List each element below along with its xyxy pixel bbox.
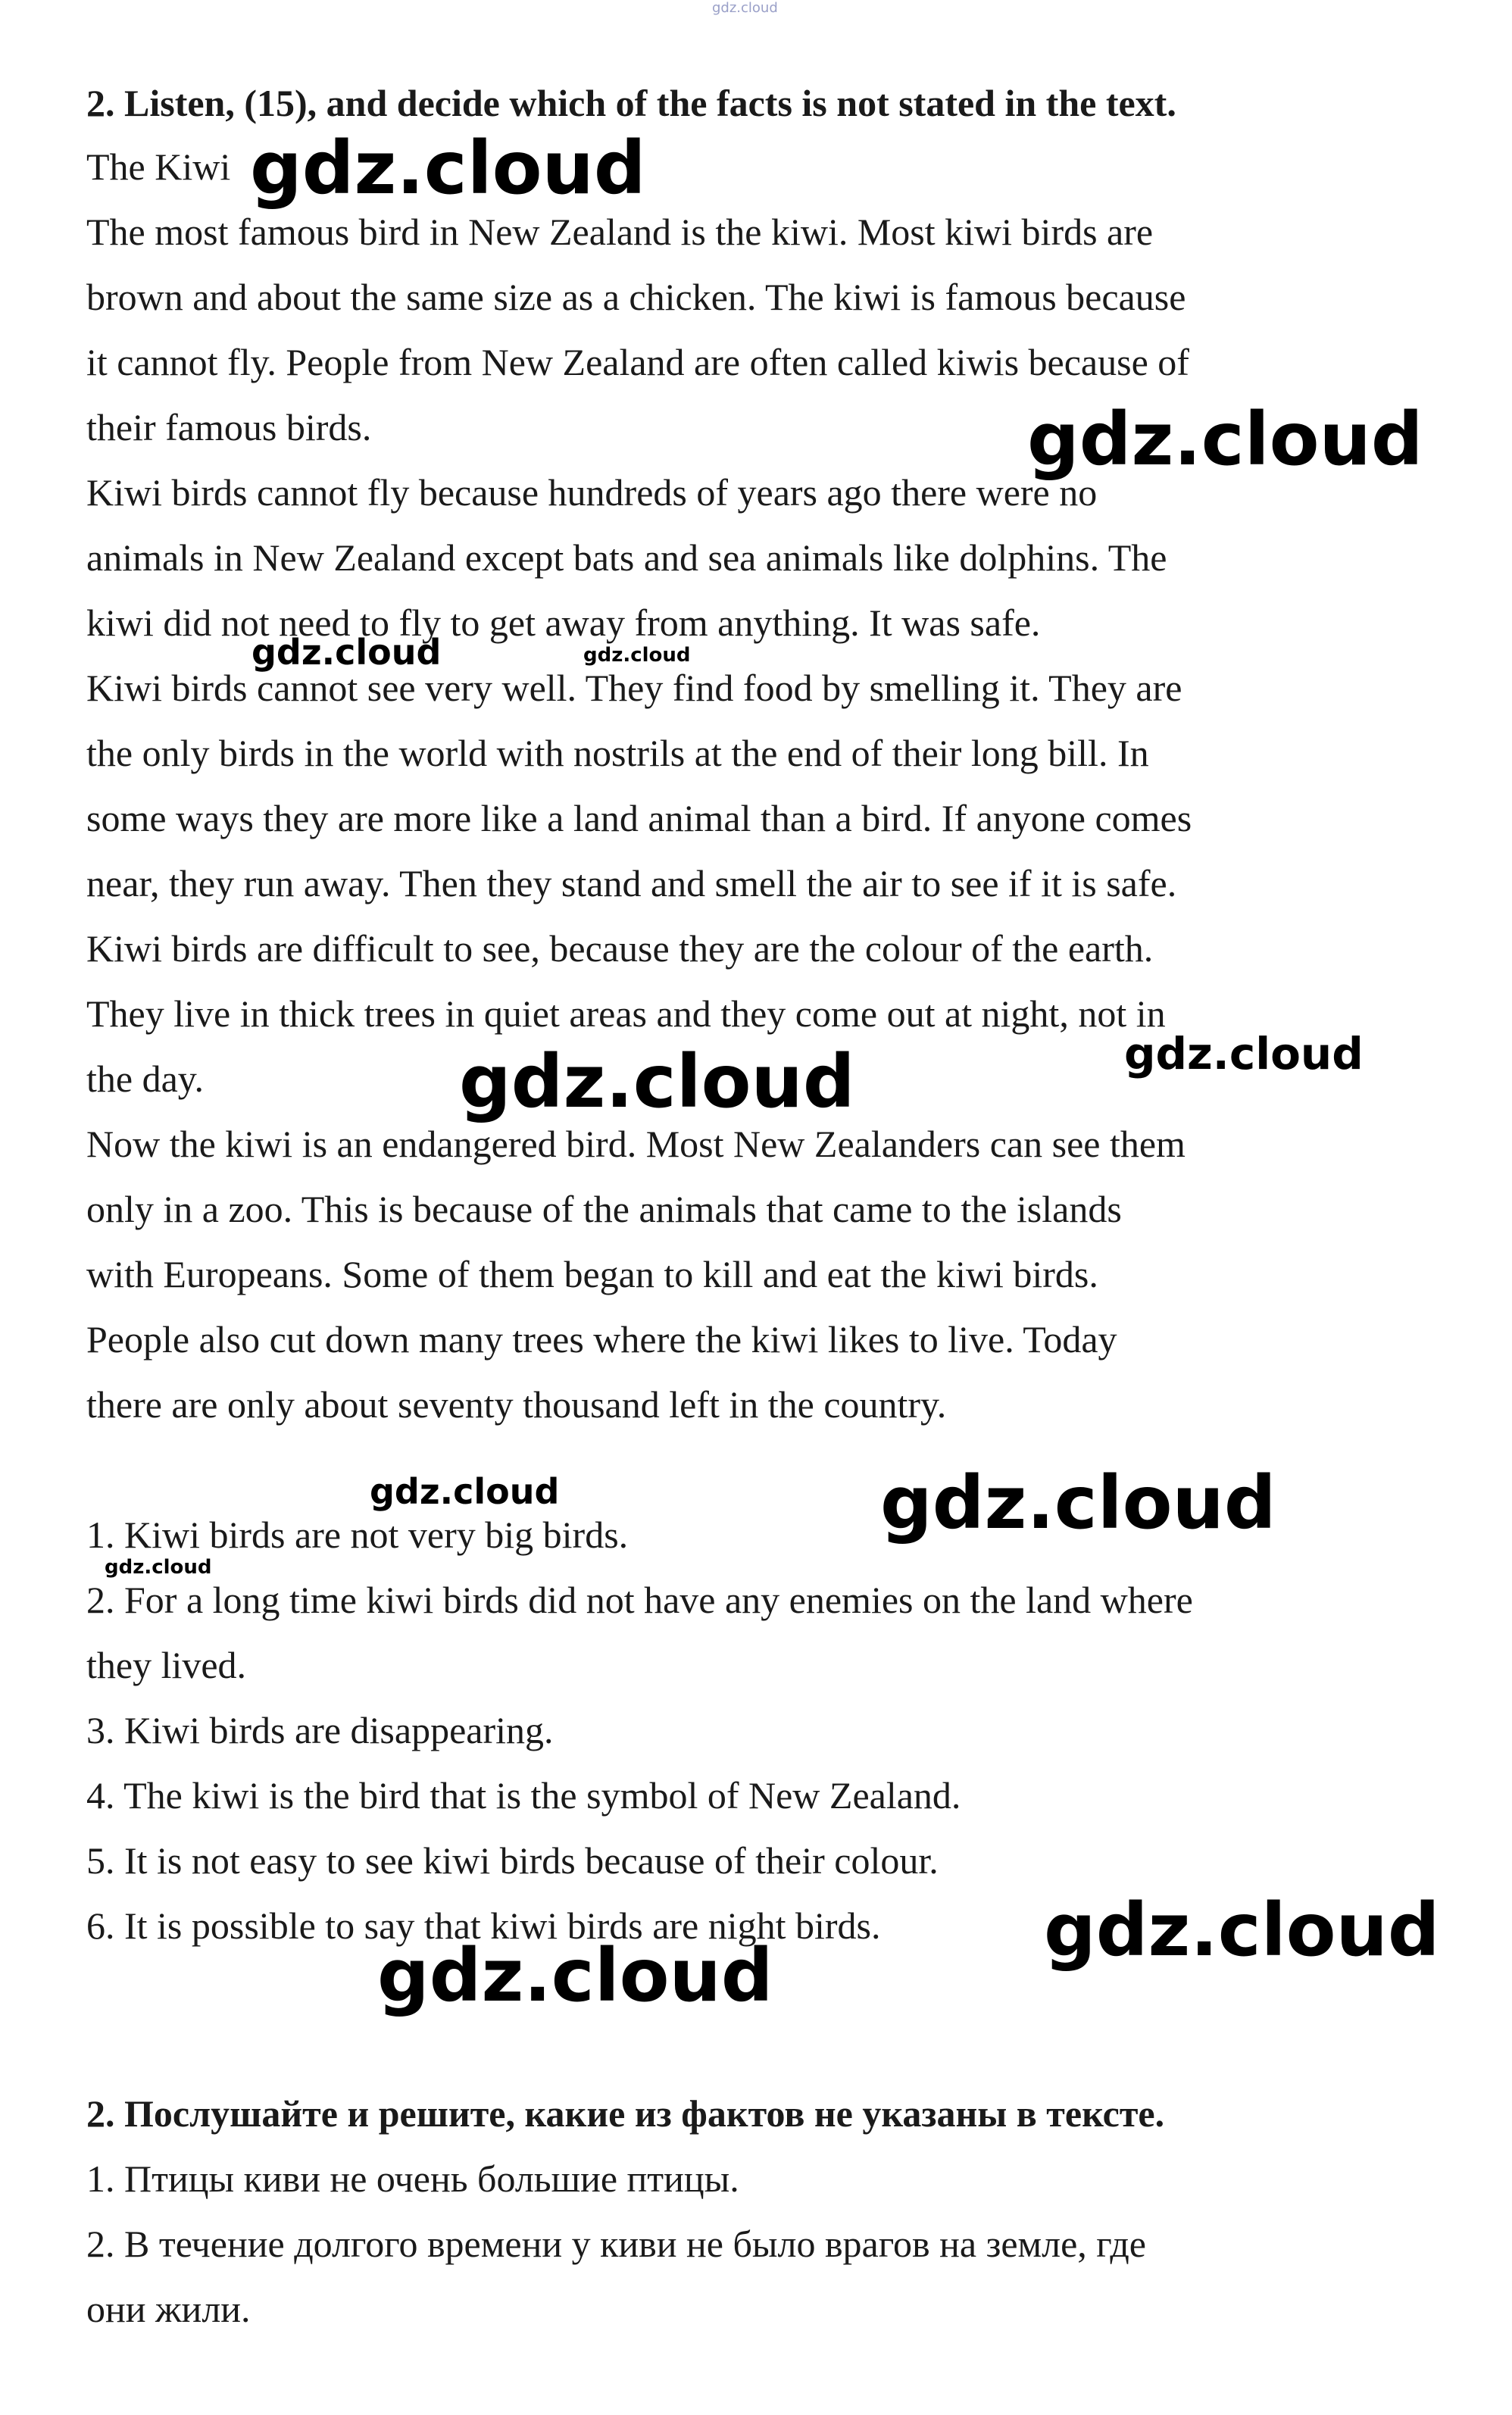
fact-item: 4. The kiwi is the bird that is the symbol of New Zealand.: [86, 1774, 961, 1817]
exercise-title: 2. Listen, (15), and decide which of the facts is not stated in the text.: [86, 82, 1176, 124]
watermark: gdz.cloud: [250, 126, 646, 211]
watermark: gdz.cloud: [105, 1556, 212, 1579]
text-line: Kiwi birds cannot fly because hundreds of years ago there were no: [86, 471, 1098, 514]
ru-line: 2. В течение долгого времени у киви не было врагов на земле, где: [86, 2223, 1146, 2265]
text-line: with Europeans. Some of them began to kill and eat the kiwi birds.: [86, 1253, 1098, 1295]
watermark: gdz.cloud: [583, 644, 691, 667]
text-line: only in a zoo. This is because of the animals that came to the islands: [86, 1188, 1122, 1230]
fact-item: 1. Kiwi birds are not very big birds.: [86, 1514, 629, 1556]
text-line: there are only about seventy thousand left in the country.: [86, 1383, 947, 1426]
watermark: gdz.cloud: [880, 1461, 1276, 1545]
ru-line: 1. Птицы киви не очень большие птицы.: [86, 2157, 739, 2200]
watermark: gdz.cloud: [377, 1933, 773, 2018]
text-line: brown and about the same size as a chicken. The kiwi is famous because: [86, 276, 1186, 318]
text-line: People also cut down many trees where the kiwi likes to live. Today: [86, 1318, 1117, 1361]
text-line: the day.: [86, 1058, 205, 1100]
text-line: Now the kiwi is an endangered bird. Most New Zealanders can see them: [86, 1123, 1186, 1165]
watermark: gdz.cloud: [459, 1039, 855, 1124]
watermark: gdz.cloud: [251, 632, 442, 673]
ru-exercise-title: 2. Послушайте и решите, какие из фактов не указаны в тексте.: [86, 2092, 1165, 2135]
fact-item: they lived.: [86, 1644, 247, 1686]
text-line: They live in thick trees in quiet areas and they come out at night, not in: [86, 992, 1166, 1035]
fact-item: 5. It is not easy to see kiwi birds because of their colour.: [86, 1839, 939, 1882]
watermark: gdz.cloud: [1044, 1888, 1440, 1973]
text-line: kiwi did not need to fly to get away from anything. It was safe.: [86, 601, 1041, 644]
text-subtitle: The Kiwi: [86, 145, 231, 188]
fact-item: 3. Kiwi birds are disappearing.: [86, 1709, 554, 1751]
text-line: animals in New Zealand except bats and sea animals like dolphins. The: [86, 536, 1167, 579]
watermark: gdz.cloud: [1027, 397, 1423, 482]
text-line: The most famous bird in New Zealand is the kiwi. Most kiwi birds are: [86, 211, 1154, 253]
text-line: some ways they are more like a land animal than a bird. If anyone comes: [86, 797, 1192, 839]
text-line: it cannot fly. People from New Zealand are often called kiwis because of: [86, 341, 1189, 383]
text-line: Kiwi birds cannot see very well. They find food by smelling it. They are: [86, 667, 1182, 709]
text-line: the only birds in the world with nostrils at the end of their long bill. In: [86, 732, 1149, 774]
fact-item: 6. It is possible to say that kiwi birds are night birds.: [86, 1904, 881, 1947]
text-line: their famous birds.: [86, 406, 372, 448]
text-line: near, they run away. Then they stand and smell the air to see if it is safe.: [86, 862, 1177, 904]
watermark: gdz.cloud: [1124, 1028, 1364, 1079]
ru-line: они жили.: [86, 2288, 251, 2330]
watermark-top: gdz.cloud: [712, 0, 778, 16]
fact-item: 2. For a long time kiwi birds did not have any enemies on the land where: [86, 1579, 1193, 1621]
watermark: gdz.cloud: [370, 1471, 560, 1512]
text-line: Kiwi birds are difficult to see, because they are the colour of the earth.: [86, 927, 1154, 970]
